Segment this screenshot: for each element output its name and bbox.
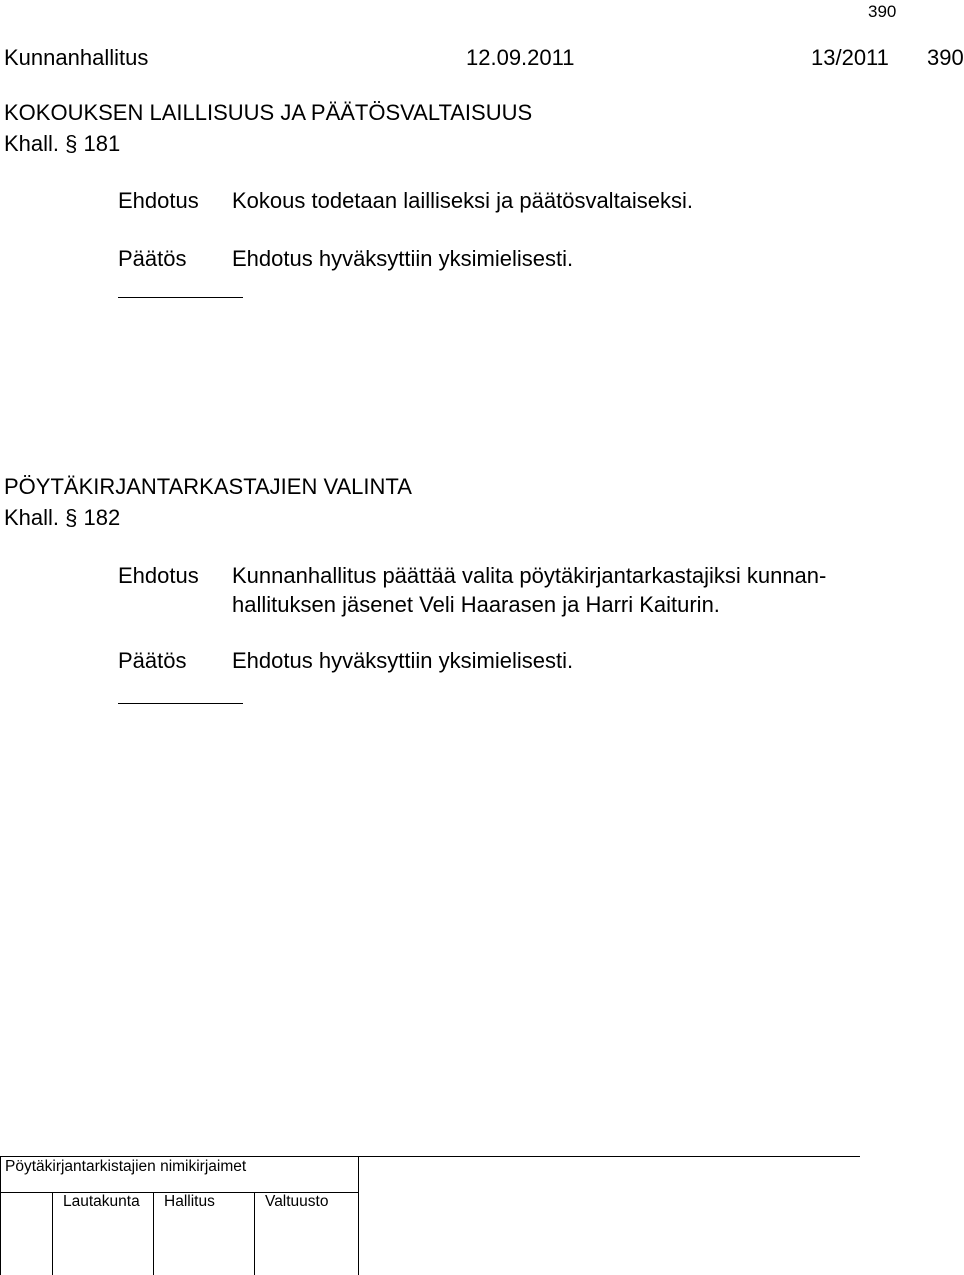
proposal-text-line-1: Kunnanhallitus päättää valita pöytäkirjantarkastajiksi kunnan- xyxy=(232,563,827,588)
header-page-number: 390 xyxy=(927,45,964,70)
section-reference: Khall. § 181 xyxy=(4,131,121,156)
decision-label: Päätös xyxy=(118,246,187,271)
table-left-line xyxy=(0,1156,1,1275)
section-reference: Khall. § 182 xyxy=(4,505,121,530)
decision-label: Päätös xyxy=(118,648,187,673)
table-col-divider xyxy=(52,1192,53,1275)
signatures-label: Pöytäkirjantarkistajien nimikirjaimet xyxy=(5,1158,247,1175)
section-divider xyxy=(118,297,243,298)
header-date: 12.09.2011 xyxy=(466,45,575,70)
table-top-line xyxy=(0,1156,860,1157)
header-meeting-number: 13/2011 xyxy=(811,45,889,70)
header-organization: Kunnanhallitus xyxy=(4,45,149,70)
proposal-text: Kokous todetaan lailliseksi ja päätösvaltaiseksi. xyxy=(232,188,694,213)
column-label-valtuusto: Valtuusto xyxy=(265,1193,329,1210)
section-title: KOKOUKSEN LAILLISUUS JA PÄÄTÖSVALTAISUUS xyxy=(4,100,533,125)
section-divider xyxy=(118,703,243,704)
table-right-line xyxy=(358,1156,359,1275)
column-label-lautakunta: Lautakunta xyxy=(63,1193,140,1210)
page-number-top: 390 xyxy=(868,2,897,21)
decision-text: Ehdotus hyväksyttiin yksimielisesti. xyxy=(232,648,574,673)
signature-table xyxy=(0,1156,960,1275)
column-label-hallitus: Hallitus xyxy=(164,1193,215,1210)
proposal-text-line-2: hallituksen jäsenet Veli Haarasen ja Harri Kaiturin. xyxy=(232,592,720,617)
table-col-divider xyxy=(254,1192,255,1275)
table-col-divider xyxy=(153,1192,154,1275)
decision-text: Ehdotus hyväksyttiin yksimielisesti. xyxy=(232,246,574,271)
section-title: PÖYTÄKIRJANTARKASTAJIEN VALINTA xyxy=(4,474,412,499)
proposal-label: Ehdotus xyxy=(118,563,199,588)
proposal-label: Ehdotus xyxy=(118,188,199,213)
